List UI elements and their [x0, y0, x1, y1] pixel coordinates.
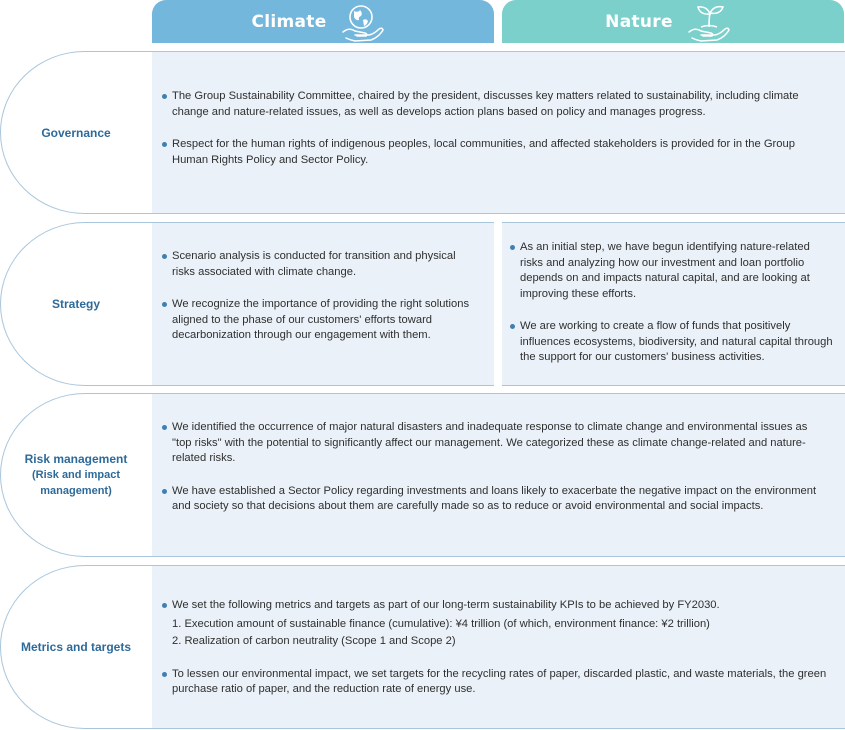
list-item: Respect for the human rights of indigenous peoples, local communities, and affected stakeholders is provided for in the Group Human Rights Policy and Sector Policy.: [162, 137, 822, 168]
strategy-climate-bullets: [162, 249, 477, 344]
metrics-bullets: [162, 598, 832, 698]
tab-nature-label: Nature: [605, 11, 673, 32]
row-label-metrics-targets: Metrics and targets: [20, 640, 132, 654]
row-label-governance: Governance: [41, 125, 111, 140]
list-item: We are working to create a flow of funds that positively influences ecosystems, biodiversity, and natural capital through the support for our customers' business activities.: [510, 319, 835, 366]
risk-bullets: [162, 420, 827, 515]
strategy-nature-bullets: [510, 240, 835, 366]
list-item: To lessen our environmental impact, we set targets for the recycling rates of paper, discarded plastic, and waste materials, the green purchase ratio of paper, and the reduction rate of energy use.: [162, 667, 832, 698]
tab-climate-label: Climate: [251, 11, 327, 32]
list-item: We have established a Sector Policy regarding investments and loans likely to exacerbate the negative impact on the environment and society so that decisions about them are carefully made so as to reduce or avoid environmental and social impacts.: [162, 484, 827, 515]
metrics-panel: [152, 565, 845, 729]
kpi-sub-list: [172, 617, 832, 650]
globe-in-hand-icon: [341, 2, 395, 42]
row-strategy: [0, 222, 845, 386]
risk-panel: [152, 393, 845, 557]
strategy-climate-panel: [152, 222, 494, 386]
kpi-item: 1. Execution amount of sustainable finance (cumulative): ¥4 trillion (of which, environment finance: ¥2 trillion): [172, 617, 710, 630]
row-risk-management: [0, 393, 845, 557]
sprout-in-hand-icon: [687, 2, 741, 42]
tab-nature: [502, 0, 844, 43]
list-item: The Group Sustainability Committee, chaired by the president, discusses key matters related to sustainability, including climate change and nature-related issues, as well as develops action plans based on policy and manages progress.: [162, 89, 822, 120]
governance-panel: [152, 51, 845, 214]
kpi-item: 2. Realization of carbon neutrality (Scope 1 and Scope 2): [172, 635, 456, 647]
governance-bullets: [162, 89, 822, 168]
list-item: We recognize the importance of providing the right solutions aligned to the phase of our customers' efforts toward decarbonization through our engagement with them.: [162, 297, 477, 344]
list-item: As an initial step, we have begun identifying nature-related risks and analyzing how our investment and loan portfolio depends on and impacts natural capital, and are looking at improving these efforts.: [510, 240, 835, 302]
tab-climate: [152, 0, 494, 43]
list-item: We set the following metrics and targets as part of our long-term sustainability KPIs to be achieved by FY2030. 1. Execution amount of sustainable finance (cumulative): ¥4 trillion (of which, environment finance: ¥2 trillion) 2. Realization of carbon neutrality (Scope 1 and Scope 2): [162, 598, 832, 650]
row-label-risk-management: Risk management (Risk and impact management): [24, 452, 128, 497]
list-item: We identified the occurrence of major natural disasters and inadequate response to climate change and environmental issues as "top risks" with the potential to significantly affect our management. We categorized these as climate change-related and nature-related risks.: [162, 420, 827, 467]
list-item: Scenario analysis is conducted for transition and physical risks associated with climate change.: [162, 249, 477, 280]
row-metrics-targets: [0, 565, 845, 729]
row-governance: [0, 51, 845, 214]
strategy-nature-panel: [502, 222, 845, 386]
row-label-strategy: Strategy: [51, 297, 101, 311]
